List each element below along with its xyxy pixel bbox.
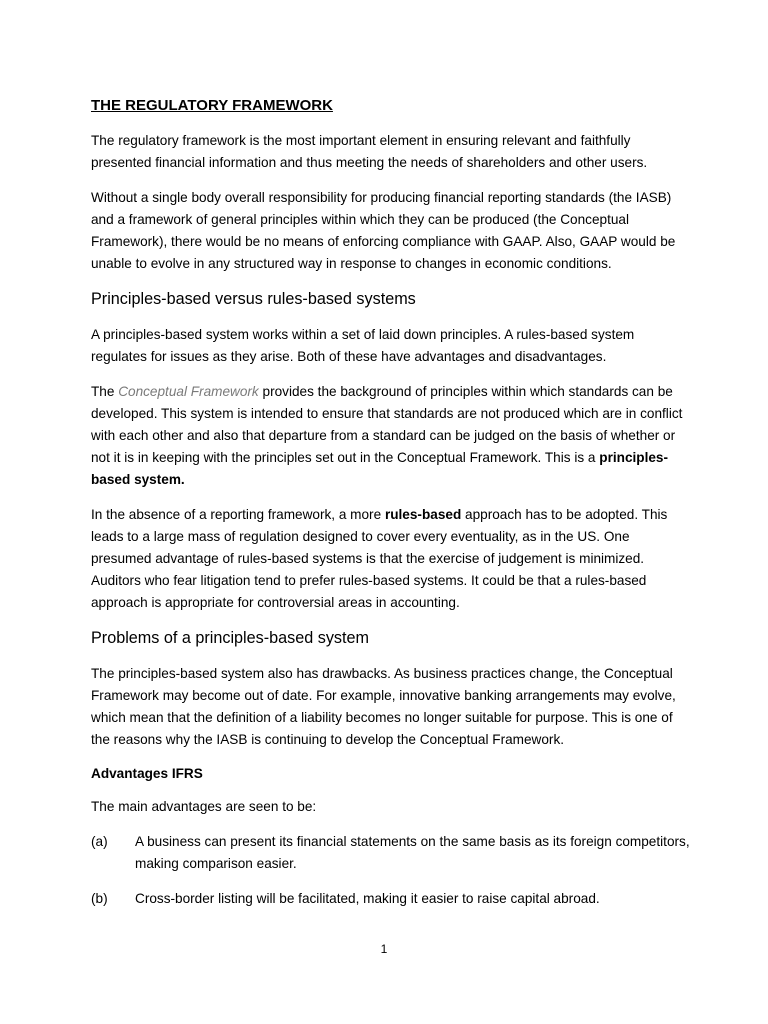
bold-term-rules-based: rules-based [384, 507, 462, 522]
paragraph-iasb: Without a single body overall responsibility for producing financial reporting standards (the IASB) and a framework of general principles within which they can be produced (the Conceptual Framework), there would be no means of enforcing compliance with GAAP. Also, GAAP would be unable to evolve in any structured way in response to changes in economic conditions. [91, 190, 676, 271]
list-item-text: Cross-border listing will be facilitated, making it easier to raise capital abroad. [135, 891, 600, 906]
list-item [91, 888, 691, 910]
list-marker: (b) [91, 891, 108, 906]
text-segment: In the absence of a reporting framework, a more [91, 507, 385, 522]
paragraph-intro: The regulatory framework is the most important element in ensuring relevant and faithfully presented financial information and thus meeting the needs of shareholders and other users. [91, 133, 648, 170]
heading-principles-vs-rules: Principles-based versus rules-based systems [91, 290, 416, 308]
paragraph-main-advantages: The main advantages are seen to be: [91, 799, 317, 814]
text-segment: approach has to be adopted. This leads to a large mass of regulation designed to cover every eventuality, as in the US. One presumed advantage of rules-based systems is that the exercise of judgement is minimized. Auditors who fear litigation tend to prefer rules-based systems. It could be that a rules-based approach is appropriate for controversial areas in accounting. [91, 507, 668, 610]
list-item-text: A business can present its financial statements on the same basis as its foreign competitors, making comparison easier. [135, 834, 690, 871]
page-number: 1 [380, 942, 388, 956]
heading-advantages-ifrs: Advantages IFRS [91, 766, 203, 781]
paragraph-principles-definition: A principles-based system works within a set of laid down principles. A rules-based system regulates for issues as they arise. Both of these have advantages and disadvantages. [91, 327, 635, 364]
heading-problems: Problems of a principles-based system [91, 629, 370, 647]
document-body [91, 96, 691, 923]
paragraph-drawbacks: The principles-based system also has drawbacks. As business practices change, the Conceptual Framework may become out of date. For example, innovative banking arrangements may evolve, which mean that the definition of a liability becomes no longer suitable for purpose. This is one of the reasons why the IASB is continuing to develop the Conceptual Framework. [91, 666, 676, 747]
paragraph-conceptual-framework [91, 381, 691, 491]
text-segment: provides the background of principles within which standards can be developed. This system is intended to ensure that standards are not produced which are in conflict with each other and also that departure from a standard can be judged on the basis of whether or not it is in keeping with the principles set out in the Conceptual Framework. This is a [91, 384, 683, 465]
document-title: THE REGULATORY FRAMEWORK [91, 97, 333, 114]
list-item [91, 831, 691, 875]
conceptual-framework-link[interactable]: Conceptual Framework [118, 384, 259, 399]
list-marker: (a) [91, 834, 108, 849]
paragraph-rules-based [91, 504, 691, 614]
bold-term-principles-based: principles-based system. [91, 450, 669, 487]
text-segment: The [91, 384, 119, 399]
